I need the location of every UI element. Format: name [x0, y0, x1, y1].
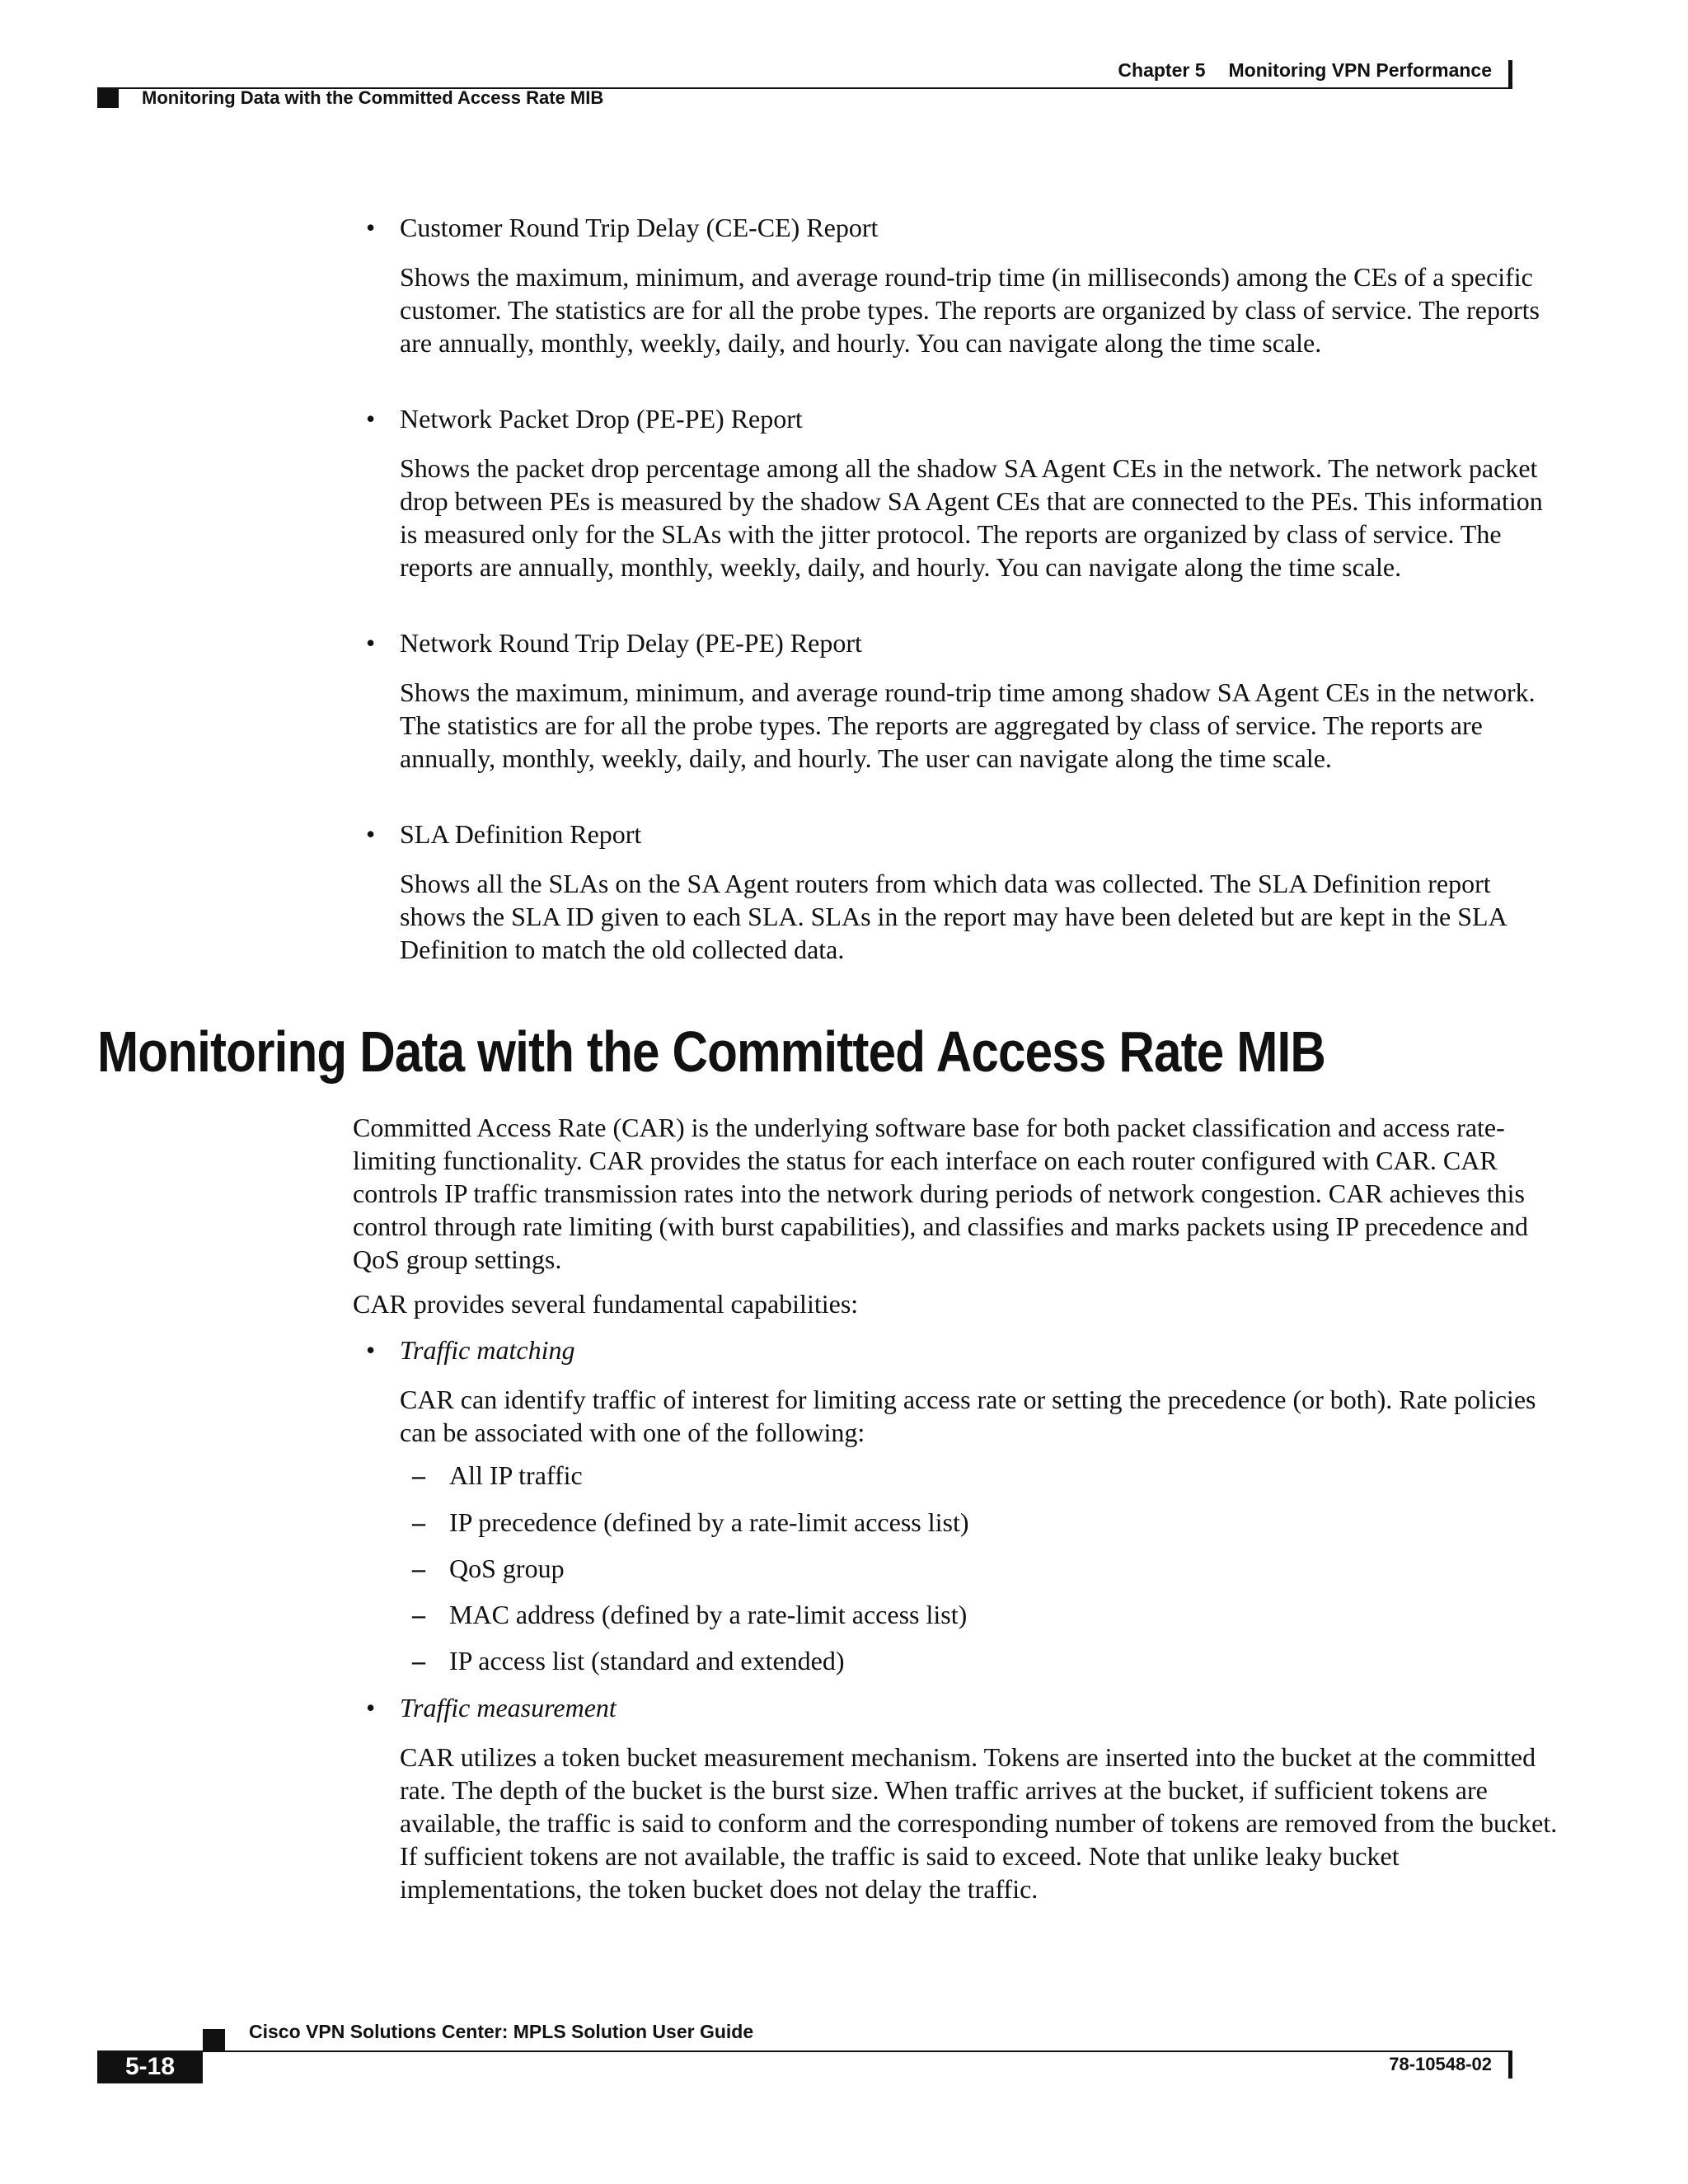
bullet-icon: •: [366, 213, 376, 242]
capability-title: Traffic measurement: [400, 1693, 617, 1722]
report-title: Network Packet Drop (PE-PE) Report: [400, 404, 803, 434]
dash-icon: –: [412, 1554, 425, 1583]
dash-icon: –: [412, 1460, 425, 1490]
running-header-chapter: [1118, 59, 1492, 82]
bullet-icon: •: [366, 819, 376, 849]
dash-icon: –: [412, 1600, 425, 1629]
capability-description: CAR can identify traffic of interest for limiting access rate or setting the precedence (or both). Rate policies can be associated with one of the following:: [400, 1385, 1536, 1447]
running-header-section: Monitoring Data with the Committed Access Rate MIB: [142, 87, 604, 108]
subitem: MAC address (defined by a rate-limit access list): [449, 1600, 968, 1629]
subitem: IP precedence (defined by a rate-limit access list): [449, 1507, 969, 1537]
doc-number: 78-10548-02: [1389, 2054, 1492, 2074]
report-description: Shows the maximum, minimum, and average round-trip time among shadow SA Agent CEs in the network. The statistics are for all the probe types. The reports are aggregated by class of service. The reports are annually, monthly, weekly, daily, and hourly. The user can navigate along the time scale.: [400, 677, 1536, 773]
footer-right-bar: [1508, 2050, 1512, 2079]
footer-square-marker: [203, 2029, 225, 2050]
report-title: Customer Round Trip Delay (CE-CE) Report: [400, 213, 879, 242]
subitem: IP access list (standard and extended): [449, 1646, 845, 1675]
header-square-marker: [97, 87, 119, 108]
report-description: Shows the packet drop percentage among all the shadow SA Agent CEs in the network. The network packet drop between PEs is measured by the shadow SA Agent CEs that are connected to the PEs. This information is measured only for the SLAs with the jitter protocol. The reports are organized by class of service. The reports are annually, monthly, weekly, daily, and hourly. You can navigate along the time scale.: [400, 453, 1543, 582]
dash-icon: –: [412, 1646, 425, 1675]
page-number: 5-18: [97, 2050, 203, 2083]
report-title: SLA Definition Report: [400, 819, 642, 849]
capability-title: Traffic matching: [400, 1335, 575, 1365]
footer-book-title: Cisco VPN Solutions Center: MPLS Solution User Guide: [249, 2021, 754, 2042]
bullet-icon: •: [366, 404, 376, 434]
capabilities-lead: CAR provides several fundamental capabilities:: [353, 1289, 859, 1319]
capability-description: CAR utilizes a token bucket measurement mechanism. Tokens are inserted into the bucket at the committed rate. The depth of the bucket is the burst size. When traffic arrives at the bucket, if sufficient tokens are available, the traffic is said to conform and the corresponding number of tokens are removed from the bucket. If sufficient tokens are not available, the traffic is said to exceed. Note that unlike leaky bucket implementations, the token bucket does not delay the traffic.: [400, 1742, 1558, 1904]
chapter-title: Monitoring VPN Performance: [1228, 59, 1492, 81]
report-description: Shows the maximum, minimum, and average round-trip time (in milliseconds) among the CEs of a specific customer. The statistics are for all the probe types. The reports are organized by class of service. The reports are annually, monthly, weekly, daily, and hourly. You can navigate along the time scale.: [400, 262, 1540, 358]
report-description: Shows all the SLAs on the SA Agent routers from which data was collected. The SLA Definition report shows the SLA ID given to each SLA. SLAs in the report may have been deleted but are kept in the SLA Definition to match the old collected data.: [400, 869, 1506, 964]
dash-icon: –: [412, 1507, 425, 1537]
chapter-label: Chapter 5: [1118, 59, 1206, 81]
bullet-icon: •: [366, 1693, 376, 1722]
subitem: All IP traffic: [449, 1460, 583, 1490]
report-title: Network Round Trip Delay (PE-PE) Report: [400, 628, 862, 658]
section-intro: Committed Access Rate (CAR) is the underlying software base for both packet classification and access rate-limiting functionality. CAR provides the status for each interface on each router configured with CAR. CAR controls IP traffic transmission rates into the network during periods of network congestion. CAR achieves this control through rate limiting (with burst capabilities), and classifies and marks packets using IP precedence and QoS group settings.: [353, 1113, 1528, 1274]
section-heading: Monitoring Data with the Committed Access Rate MIB: [97, 1019, 1326, 1084]
bullet-icon: •: [366, 1335, 376, 1365]
bullet-icon: •: [366, 628, 376, 658]
subitem: QoS group: [449, 1554, 565, 1583]
footer-rule: [97, 2050, 1512, 2052]
header-right-bar: [1508, 60, 1512, 88]
